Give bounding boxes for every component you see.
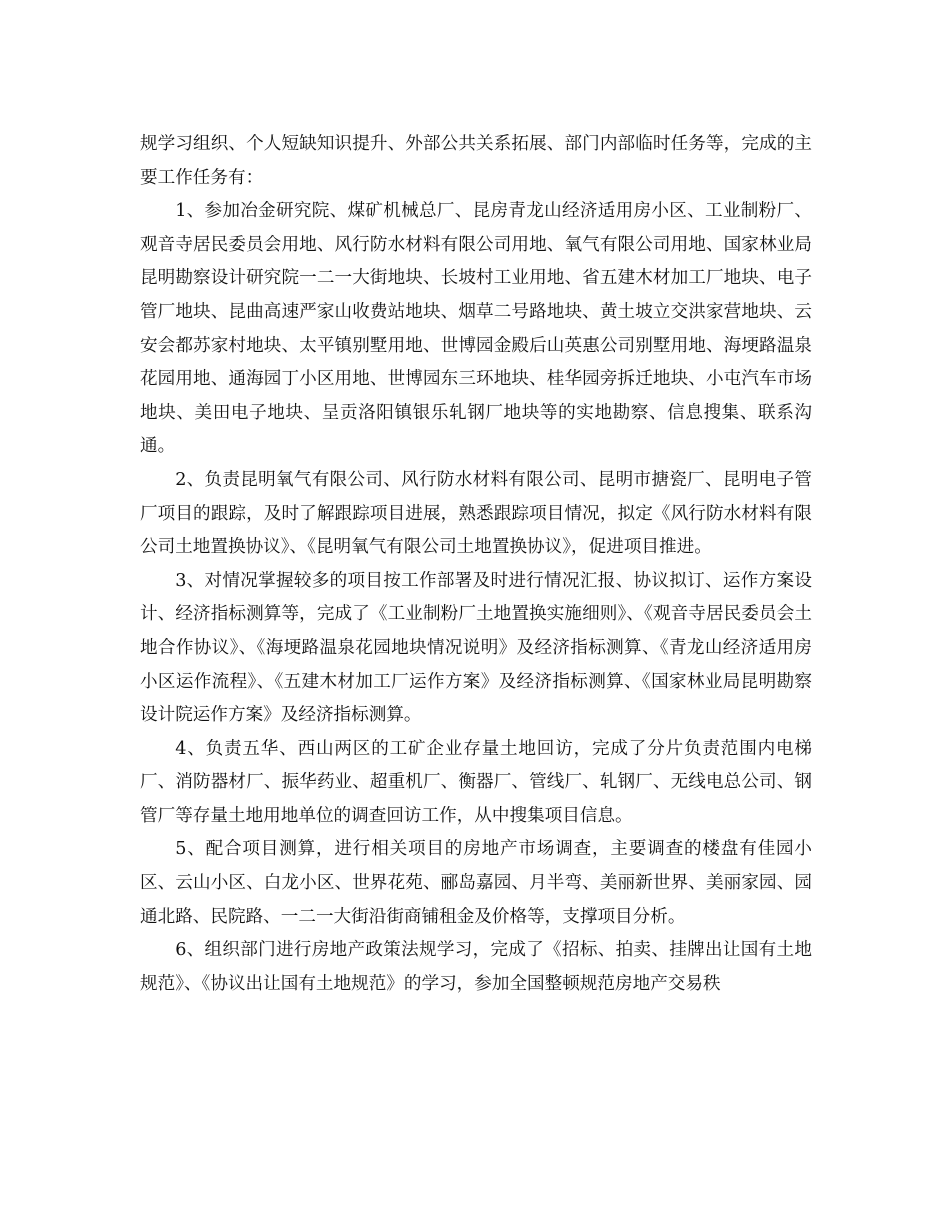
paragraph-item-3: 3、对情况掌握较多的项目按工作部署及时进行情况汇报、协议拟订、运作方案设计、经济指标测算等，完成了《工业制粉厂土地置换实施细则》、《观音寺居民委员会土地合作协议》、《海埂路温泉花园地块情况说明》及经济指标测算、《青龙山经济适用房小区运作流程》、《五建木材加工厂运作方案》及经济指标测算、《国家林业局昆明勘察设计院运作方案》及经济指标测算。 [140, 570, 812, 726]
paragraph-intro: 规学习组织、个人短缺知识提升、外部公共关系拓展、部门内部临时任务等，完成的主要工作任务有： [140, 134, 812, 188]
paragraph-item-4: 4、负责五华、西山两区的工矿企业存量土地回访，完成了分片负责范围内电梯厂、消防器材厂、振华药业、超重机厂、衡器厂、管线厂、轧钢厂、无线电总公司、钢管厂等存量土地用地单位的调查回访工作，从中搜集项目信息。 [140, 738, 812, 826]
paragraph-item-2: 2、负责昆明氧气有限公司、风行防水材料有限公司、昆明市搪瓷厂、昆明电子管厂项目的跟踪，及时了解跟踪项目进展，熟悉跟踪项目情况，拟定《风行防水材料有限公司土地置换协议》、《昆明氧气有限公司土地置换协议》，促进项目推进。 [140, 469, 812, 558]
document-page [140, 128, 812, 1001]
paragraph-item-6: 6、组织部门进行房地产政策法规学习，完成了《招标、拍卖、挂牌出让国有土地规范》、《协议出让国有土地规范》的学习，参加全国整顿规范房地产交易秩 [140, 940, 812, 994]
paragraph-item-5: 5、配合项目测算，进行相关项目的房地产市场调查，主要调查的楼盘有佳园小区、云山小区、白龙小区、世界花苑、郦岛嘉园、月半弯、美丽新世界、美丽家园、园通北路、民院路、一二一大街沿街商铺租金及价格等，支撑项目分析。 [140, 839, 812, 927]
paragraph-item-1: 1、参加冶金研究院、煤矿机械总厂、昆房青龙山经济适用房小区、工业制粉厂、观音寺居民委员会用地、风行防水材料有限公司用地、氧气有限公司用地、国家林业局昆明勘察设计研究院一二一大街地块、长坡村工业用地、省五建木材加工厂地块、电子管厂地块、昆曲高速严家山收费站地块、烟草二号路地块、黄土坡立交洪家营地块、云安会都苏家村地块、太平镇别墅用地、世博园金殿后山英惠公司别墅用地、海埂路温泉花园用地、通海园丁小区用地、世博园东三环地块、桂华园旁拆迁地块、小屯汽车市场地块、美田电子地块、呈贡洛阳镇银乐轧钢厂地块等的实地勘察、信息搜集、联系沟通。 [140, 201, 812, 457]
